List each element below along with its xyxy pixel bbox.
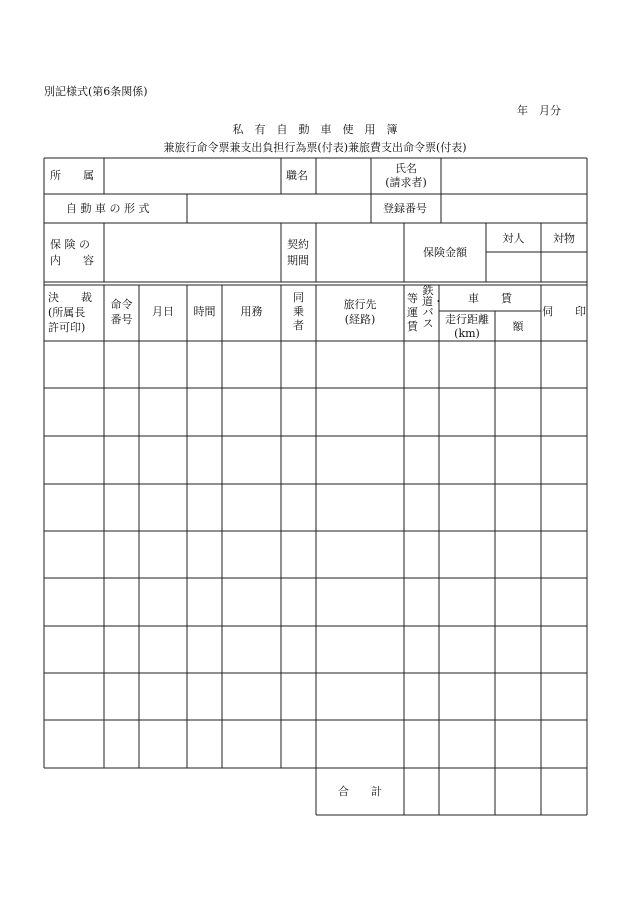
name-label-line2: (請求者) <box>385 176 427 189</box>
table-row[interactable] <box>44 388 587 436</box>
table-row[interactable] <box>44 531 587 578</box>
property-amount-field[interactable] <box>542 253 586 281</box>
amount-label: 額 <box>512 320 524 333</box>
approval-label-line2: (所属長 <box>48 306 86 319</box>
page-title: 私 有 自 動 車 使 用 簿 <box>232 123 398 136</box>
property-label: 対物 <box>553 232 575 245</box>
table-row[interactable] <box>44 578 587 626</box>
rail-bus-label: 鉄道・バス <box>422 284 444 330</box>
job-title-field[interactable] <box>317 159 370 193</box>
approval-label-line1: 決 裁 <box>48 291 92 304</box>
vehicle-type-label: 自 動 車 の 形 式 <box>66 202 150 215</box>
bodily-amount-field[interactable] <box>487 253 540 281</box>
total-rail-bus-field[interactable] <box>405 769 438 814</box>
destination-label-line2: (経路) <box>344 313 376 326</box>
table-row[interactable] <box>44 626 587 673</box>
distance-label-line2: (km) <box>454 327 480 340</box>
registration-field[interactable] <box>442 195 586 222</box>
contract-label-line2: 期間 <box>287 254 309 267</box>
bodily-label: 対人 <box>502 232 525 245</box>
approval-label-line3: 許可印) <box>48 321 86 334</box>
affiliation-label: 所 属 <box>50 169 94 182</box>
passenger-label: 同乗者 <box>293 291 304 332</box>
form-reference: 別記様式(第6条関係) <box>44 85 148 98</box>
fare-label: 等運賃 <box>407 292 418 333</box>
car-fare-label: 車 賃 <box>468 292 512 305</box>
insurance-label-line1: 保 険 の <box>50 238 90 251</box>
date-label: 月日 <box>152 305 174 318</box>
table-row[interactable] <box>44 673 587 720</box>
vehicle-type-field[interactable] <box>188 195 370 222</box>
total-label: 合 計 <box>338 785 382 798</box>
order-label-line1: 命令 <box>110 298 133 311</box>
total-amount-field[interactable] <box>496 769 540 814</box>
registration-label: 登録番号 <box>383 202 427 215</box>
name-label-line1: 氏名 <box>395 162 417 175</box>
year-month-label: 年 月分 <box>517 104 561 117</box>
time-label: 時間 <box>193 305 216 318</box>
total-distance-field[interactable] <box>440 769 494 814</box>
total-seal-field[interactable] <box>542 769 586 814</box>
claimant-name-field[interactable] <box>442 159 586 193</box>
insurance-label-line2: 内 容 <box>50 254 94 267</box>
job-title-label: 職名 <box>286 169 308 182</box>
destination-label-line1: 旅行先 <box>343 298 377 311</box>
page-subtitle: 兼旅行命令票兼支出負担行為票(付表)兼旅費支出命令票(付表) <box>163 141 467 154</box>
table-row[interactable] <box>44 484 587 531</box>
table-row[interactable] <box>44 436 587 484</box>
contract-period-field[interactable] <box>317 224 403 281</box>
distance-label-line1: 走行距離 <box>445 313 489 326</box>
contract-label-line1: 契約 <box>287 238 309 251</box>
order-label-line2: 番号 <box>110 313 133 326</box>
affiliation-field[interactable] <box>105 159 280 193</box>
table-row[interactable] <box>44 341 587 388</box>
insurance-amount-label: 保険金額 <box>423 246 467 259</box>
seal-label: 伺 印 <box>542 305 586 318</box>
table-row[interactable] <box>44 720 587 768</box>
duty-label: 用務 <box>240 305 263 318</box>
insurance-content-field[interactable] <box>105 224 280 281</box>
